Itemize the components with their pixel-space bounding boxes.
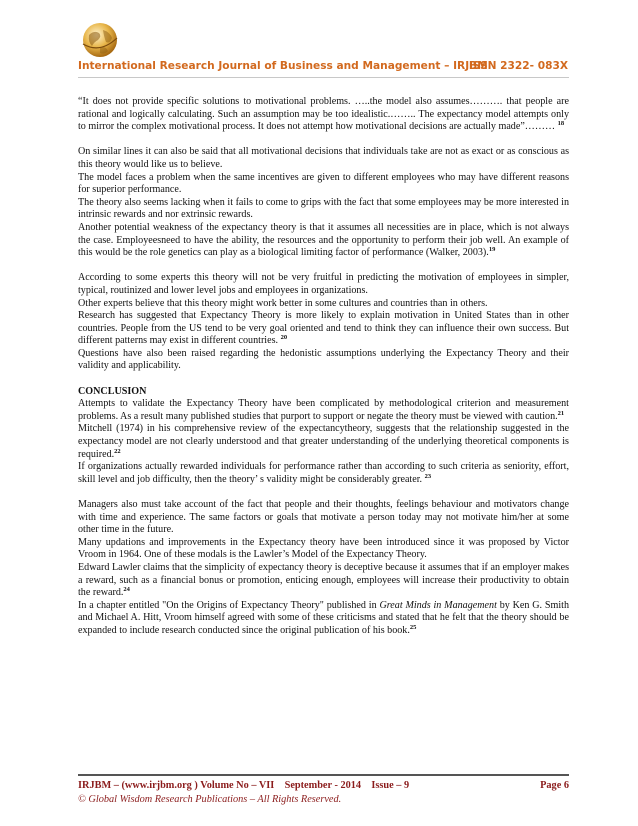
paragraph: In a chapter entitled "On the Origins of Expectancy Theory" published in Great Minds in Management by Ken G. Smith and Michael A. Hitt, Vroom himself agreed with some of these criticisms and stated that he felt that the theory should be expanded to include research conducted since the original publication of his book.$^{25}$ bbox=[78, 599, 569, 636]
citation-ref: 21 bbox=[557, 409, 565, 417]
paragraph: According to some experts this theory will not be very fruitful in predicting the motivation of employees in simpler, typical, routinized and lower level jobs and employees in organizations. bbox=[78, 272, 569, 296]
footer-copyright: © Global Wisdom Research Publications – All Rights Reserved. bbox=[78, 794, 342, 805]
citation-ref: 22 bbox=[114, 447, 121, 455]
citation-ref: 24 bbox=[123, 586, 130, 594]
paragraph: Research has suggested that Expectancy Theory is more likely to explain motivation in United States than in other countries. People from the US tend to be very goal oriented and tend to think they can influence their own success. But different patterns may exist in different countries. $^{20}$ bbox=[78, 310, 569, 347]
paragraph: Many updations and improvements in the Expectancy theory have been introduced since it was proposed by Victor Vroom in 1964. One of these modals is the Lawler’s Model of the Expectancy Theory. bbox=[78, 536, 569, 561]
paragraph-quote: “It does not provide specific solutions to motivational problems. …..the model also assumes………. that people are rational and logically calculating. Such an assumption may be too idealistic.…….. The expectancy model attempts only to mirror the complex motivational process. It does not attempt how motivational decisions are actually made”……… $^{18}$ bbox=[78, 96, 569, 133]
paragraph: The model faces a problem when the same incentives are given to different employees who may have different reasons for superior performance. bbox=[78, 171, 569, 196]
article-body bbox=[78, 96, 569, 638]
journal-header bbox=[78, 60, 568, 72]
paragraph: Questions have also been raised regarding the hedonistic assumptions underlying the Expectancy Theory and their validity and applicability. bbox=[78, 347, 569, 372]
header-divider bbox=[78, 77, 569, 78]
paragraph: Managers also must take account of the fact that people and their thoughts, feelings behaviour and motivators change with time and experience. The same factors or goals that motivate a person today may not motivate him/her at some other time in the future. bbox=[78, 499, 569, 536]
paragraph: Attempts to validate the Expectancy Theory have been complicated by methodological criterion and measurement problems. As a result many published studies that purport to support or negate the theory must be viewed with caution.$^{21}$ bbox=[78, 398, 569, 422]
paragraph: If organizations actually rewarded individuals for performance rather than according to such criteria as seniority, effort, skill level and job difficulty, then the theory’ s validity might be considerably greater. $^{23}$ bbox=[78, 461, 569, 485]
footer-journal-info bbox=[78, 780, 569, 791]
paragraph: On similar lines it can also be said that all motivational decisions that individuals take are not as exact or as conscious as this theory would like us to believe. bbox=[78, 146, 569, 170]
paragraph: Mitchell (1974) in his comprehensive review of the expectancytheory, suggests that the relationship suggested in the expectancy model are not clearly understood and that greater understanding of the underlying theoretical components is required.$^{22}$ bbox=[78, 423, 569, 460]
paragraph: Other experts believe that this theory might work better in some cultures and countries than in others. bbox=[78, 297, 488, 309]
globe-logo-icon bbox=[80, 20, 120, 60]
citation-ref: 18 bbox=[557, 120, 565, 128]
citation-ref: 19 bbox=[488, 246, 496, 254]
journal-title: International Research Journal of Business and Management – IRJBM bbox=[78, 60, 488, 72]
paragraph: Another potential weakness of the expectancy theory is that it assumes all necessities are in place, which is not always the case. Employeesneed to have the ability, the resources and the opportunity to perform their job well. An example of this would be the role genetics can play as a biological limiting factor of performance (Walker, 2003).$^{19}$ bbox=[78, 221, 569, 259]
citation-ref: 20 bbox=[280, 334, 288, 342]
citation-ref: 25 bbox=[409, 623, 417, 631]
footer-issue-info: IRJBM – (www.irjbm.org ) Volume No – VII September - 2014 Issue – 9 bbox=[78, 780, 410, 791]
citation-ref: 23 bbox=[424, 472, 432, 480]
book-title: Great Minds in Management bbox=[379, 599, 497, 611]
footer-divider bbox=[78, 774, 569, 776]
paragraph: The theory also seems lacking when it fails to come to grips with the fact that some employees may be more interested in intrinsic rewards and nor extrinsic rewards. bbox=[78, 196, 569, 221]
page-number: Page 6 bbox=[540, 780, 569, 791]
section-heading: CONCLUSION bbox=[78, 385, 147, 397]
paragraph: Edward Lawler claims that the simplicity of expectancy theory is deceptive because it assumes that if an employer makes a reward, such as a financial bonus or promotion, enticing enough, employees will increase their productivity to obtain the reward.$^{24}$ bbox=[78, 561, 569, 599]
issn-number: ISSN 2322- 083X bbox=[468, 60, 568, 72]
